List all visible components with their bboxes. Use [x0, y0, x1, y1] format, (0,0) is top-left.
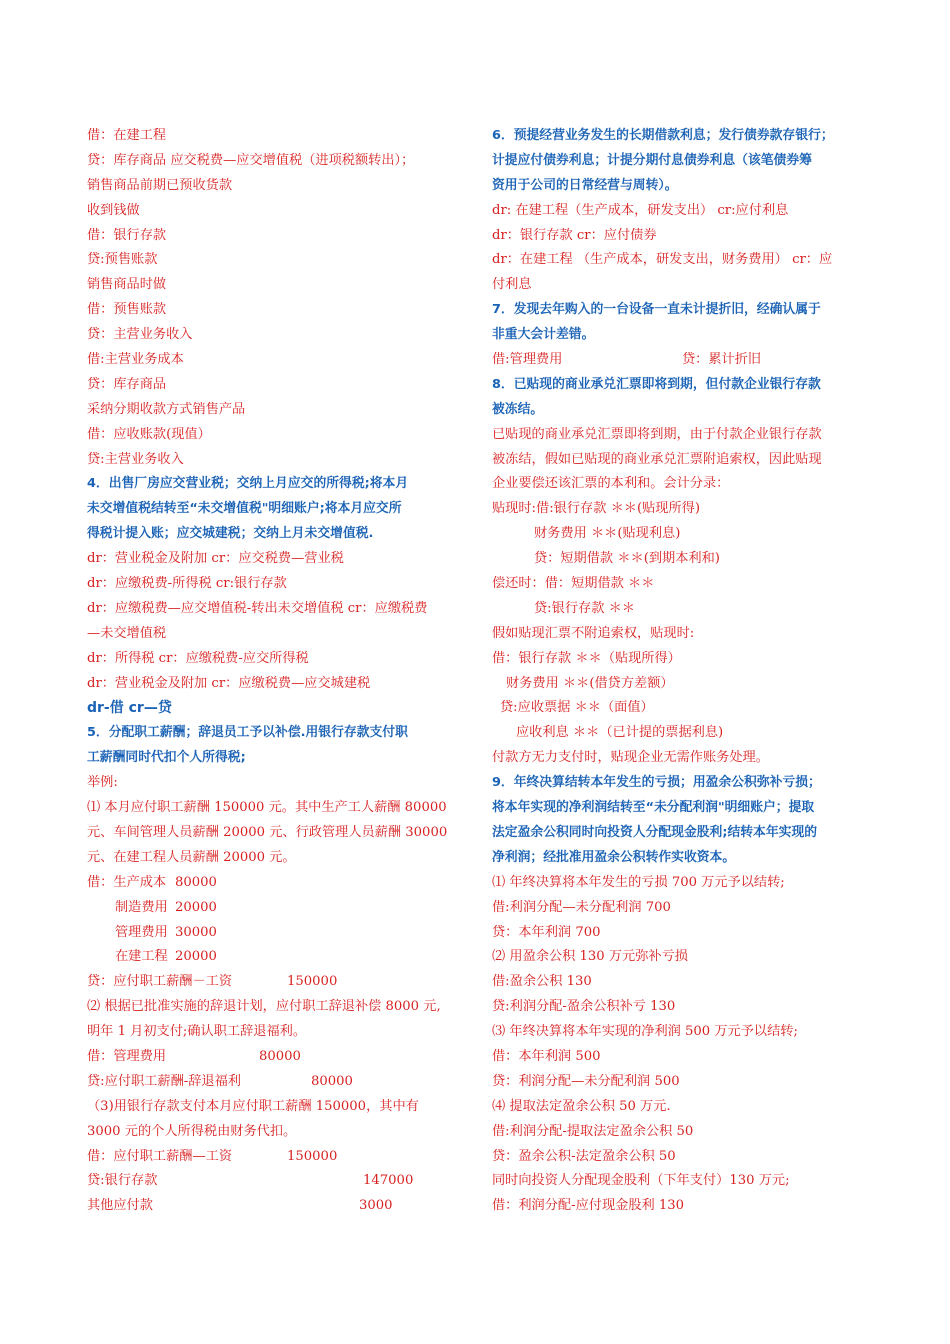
heading-line: 工薪酬同时代扣个人所得税;	[87, 750, 246, 766]
text-line: 借:主营业务成本	[87, 352, 184, 368]
text-line: 贷:预售账款	[87, 252, 158, 268]
text-line: dr：银行存款 cr：应付债券	[492, 227, 657, 243]
heading-line: 6．预提经营业务发生的长期借款利息；发行债券款存银行；	[492, 128, 834, 143]
text-line: ⑵ 用盈余公积 130 万元弥补亏损	[492, 949, 688, 965]
text-line: 被冻结，假如已贴现的商业承兑汇票附追索权，因此贴现	[492, 451, 822, 467]
text-line: 贷：本年利润 700	[492, 924, 601, 940]
text-line: ⑵ 根据已批准实施的辞退计划，应付职工辞退补偿 8000 元,	[87, 999, 441, 1015]
entry-amount: 20000	[175, 899, 217, 915]
text-line: ⑶ 年终决算将本年实现的净利润 500 万元予以结转;	[492, 1024, 798, 1040]
text-line: 收到钱做	[87, 202, 140, 218]
text-line: 同时向投资人分配现金股利（下年支付）130 万元;	[492, 1173, 790, 1189]
text-line: 贷：主营业务收入	[87, 327, 193, 343]
entry-account: 借：应付职工薪酬—工资	[87, 1148, 233, 1164]
text-line: 付利息	[492, 277, 532, 293]
text-line: 明年 1 月初支付;确认职工辞退福利。	[87, 1024, 307, 1040]
text-line: 借:盈余公积 130	[492, 974, 592, 990]
heading-line: 资用于公司的日常经营与周转）。	[492, 177, 678, 193]
text-line: ⑴ 本月应付职工薪酬 150000 元。其中生产工人薪酬 80000	[87, 800, 447, 816]
text-line	[87, 1145, 465, 1170]
entry-account: 借：管理费用	[87, 1048, 167, 1064]
text-line: dr：营业税金及附加 cr：应缴税费—应交城建税	[87, 675, 371, 691]
text-line: 贷:利润分配-盈余公积补亏 130	[492, 999, 676, 1015]
text-line: 贷：库存商品 应交税费—应交增值税（进项税额转出）；	[87, 152, 415, 168]
text-line: 贷：盈余公积-法定盈余公积 50	[492, 1148, 676, 1164]
heading-line: 计提应付债券利息；计提分期付息债券利息（该笔债券筹	[492, 152, 812, 168]
text-line: 借：银行存款 ＊＊（贴现所得）	[492, 650, 681, 666]
heading-line: 5．分配职工薪酬；辞退员工予以补偿.用银行存款支付职	[87, 725, 408, 741]
heading-line: 将本年实现的净利润结转至“未分配利润"明细账户；提取	[492, 800, 815, 816]
heading-line: 8．已贴现的商业承兑汇票即将到期，但付款企业银行存款	[492, 376, 821, 392]
text-line	[87, 1169, 465, 1194]
text-line	[87, 896, 465, 921]
entry-amount: 30000	[175, 924, 217, 940]
heading-line: 净利润；经批准用盈余公积转作实收资本。	[492, 849, 736, 865]
text-line: 财务费用 ＊＊(借贷方差额）	[506, 675, 674, 691]
text-line: 借:利润分配-提取法定盈余公积 50	[492, 1123, 694, 1139]
entry-amount: 80000	[259, 1048, 301, 1064]
text-line: dr: 在建工程（生产成本，研发支出） cr:应付利息	[492, 202, 789, 218]
heading-line: 法定盈余公积同时向投资人分配现金股利;结转本年实现的	[492, 824, 818, 840]
heading-line: 得税计提入账；应交城建税；交纳上月未交增值税.	[87, 526, 374, 542]
text-line: —未交增值税	[87, 625, 167, 641]
text-line	[87, 945, 465, 970]
entry-amount: 147000	[363, 1173, 414, 1189]
text-line: 采纳分期收款方式销售产品	[87, 401, 246, 417]
text-line	[87, 1194, 465, 1219]
entry-amount: 贷：累计折旧	[682, 352, 762, 368]
entry-account: 制造费用	[115, 899, 168, 915]
text-line: 元、车间管理人员薪酬 20000 元、行政管理人员薪酬 30000	[87, 824, 448, 840]
text-line: 3000 元的个人所得税由财务代扣。	[87, 1123, 297, 1139]
text-line: 借：银行存款	[87, 227, 167, 243]
heading-line: 7．发现去年购入的一台设备一直未计提折旧，经确认属于	[492, 302, 821, 318]
text-line: dr：应缴税费—应交增值税-转出未交增值税 cr：应缴税费	[87, 600, 428, 616]
text-line: 企业要偿还该汇票的本利和。会计分录：	[492, 476, 730, 492]
text-line: 借：利润分配-应付现金股利 130	[492, 1198, 685, 1214]
text-line	[492, 348, 872, 373]
text-line: dr：营业税金及附加 cr：应交税费—营业税	[87, 551, 344, 567]
text-line: 已贴现的商业承兑汇票即将到期，由于付款企业银行存款	[492, 426, 822, 442]
text-line: 贴现时:借:银行存款 ＊＊(贴现所得)	[492, 501, 700, 517]
entry-account: 借:管理费用	[492, 352, 563, 368]
entry-amount: 150000	[287, 974, 338, 990]
entry-account: 管理费用	[115, 924, 168, 940]
heading-line: 未交增值税结转至“未交增值税"明细账户;将本月应交所	[87, 501, 402, 517]
text-line	[87, 921, 465, 946]
text-line: 贷:银行存款 ＊＊	[534, 600, 635, 616]
text-line: dr：应缴税费-所得税 cr:银行存款	[87, 576, 287, 592]
text-line: 销售商品前期已预收货款	[87, 177, 233, 193]
text-line	[87, 1070, 465, 1095]
heading-line: 被冻结。	[492, 401, 544, 417]
right-column	[492, 124, 872, 1219]
text-line: 贷：短期借款 ＊＊(到期本利和)	[534, 551, 720, 567]
entry-account: 其他应付款	[87, 1198, 153, 1214]
entry-account: 借：生产成本	[87, 874, 167, 890]
text-line: 贷:主营业务收入	[87, 451, 184, 467]
entry-amount: 20000	[175, 949, 217, 965]
text-line: 借：预售账款	[87, 302, 167, 318]
text-line: 借：本年利润 500	[492, 1048, 601, 1064]
entry-amount: 80000	[311, 1073, 353, 1089]
text-line: 借:利润分配—未分配利润 700	[492, 899, 671, 915]
text-line: 付款方无力支付时，贴现企业无需作账务处理。	[492, 750, 769, 766]
text-line: 应收利息 ＊＊（已计提的票据利息)	[516, 725, 724, 741]
text-line: 贷:应收票据 ＊＊（面值）	[500, 700, 654, 716]
text-line: 借：在建工程	[87, 128, 167, 143]
text-line	[87, 1045, 465, 1070]
entry-account: 在建工程	[115, 949, 168, 965]
entry-account: 贷：应付职工薪酬－工资	[87, 974, 233, 990]
text-line: ⑴ 年终决算将本年发生的亏损 700 万元予以结转;	[492, 874, 785, 890]
entry-amount: 80000	[175, 874, 217, 890]
text-line: 假如贴现汇票不附追索权，贴现时:	[492, 625, 695, 641]
text-line: 偿还时：借：短期借款 ＊＊	[492, 576, 655, 592]
text-line	[87, 871, 465, 896]
heading-line: 4．出售厂房应交营业税；交纳上月应交的所得税;将本月	[87, 476, 409, 492]
entry-account: 贷:应付职工薪酬-辞退福利	[87, 1073, 241, 1089]
text-line: 财务费用 ＊＊(贴现利息)	[534, 526, 681, 542]
text-line: 元、在建工程人员薪酬 20000 元。	[87, 849, 296, 865]
text-line: 贷：库存商品	[87, 376, 167, 392]
entry-account: 贷:银行存款	[87, 1173, 158, 1189]
text-line: 贷：利润分配—未分配利润 500	[492, 1073, 680, 1089]
text-line	[87, 970, 465, 995]
entry-amount: 150000	[287, 1148, 338, 1164]
text-line: 借：应收账款(现值）	[87, 426, 211, 442]
heading-line: 非重大会计差错。	[492, 327, 595, 343]
text-line: dr：所得税 cr：应缴税费-应交所得税	[87, 650, 309, 666]
text-line: dr：在建工程 （生产成本，研发支出，财务费用） cr：应	[492, 252, 833, 268]
text-line: 销售商品时做	[87, 277, 167, 293]
entry-amount: 3000	[359, 1198, 393, 1214]
heading-line: dr-借 cr—贷	[87, 700, 172, 717]
left-column	[87, 124, 465, 1219]
text-line: 举例:	[87, 775, 118, 791]
heading-line: 9．年终决算结转本年发生的亏损；用盈余公积弥补亏损；	[492, 775, 821, 791]
text-line: （3)用银行存款支付本月应付职工薪酬 150000，其中有	[87, 1098, 419, 1114]
text-line: ⑷ 提取法定盈余公积 50 万元.	[492, 1098, 671, 1114]
